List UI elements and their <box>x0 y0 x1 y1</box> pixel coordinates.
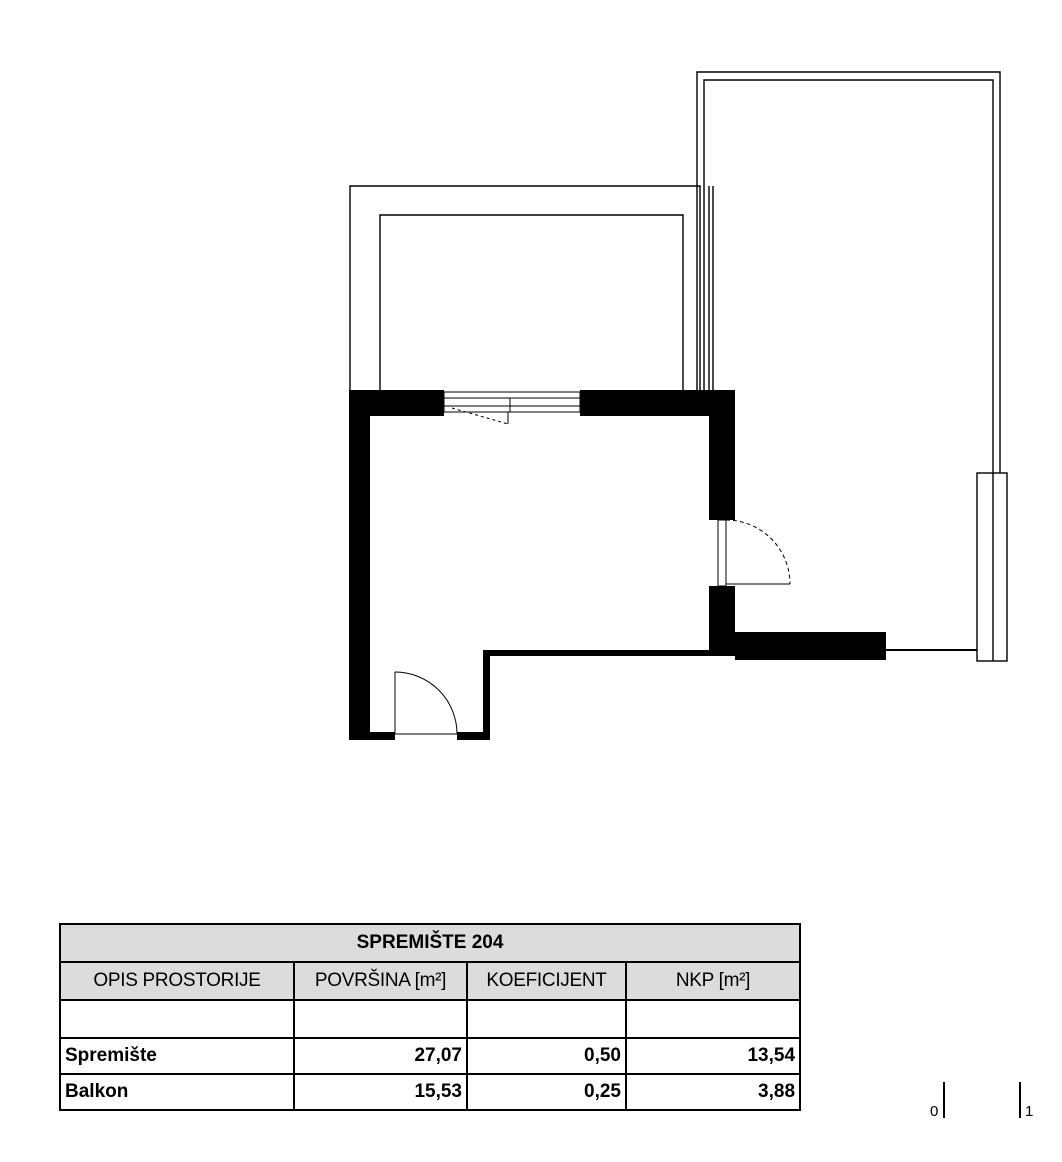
column-header-nkp: NKP [m²] <box>626 962 800 1000</box>
room-nkp: 3,88 <box>626 1074 800 1110</box>
empty-cell <box>294 1000 467 1038</box>
column-header-coefficient: KOEFICIJENT <box>467 962 626 1000</box>
empty-cell <box>626 1000 800 1038</box>
table-title-row <box>60 924 800 962</box>
window-top <box>444 392 580 424</box>
table-empty-row <box>60 1000 800 1038</box>
scale-tick-start <box>943 1082 945 1118</box>
table-title: SPREMIŠTE 204 <box>60 924 800 962</box>
room-area: 27,07 <box>294 1038 467 1074</box>
door-entrance <box>395 672 457 734</box>
room-name: Balkon <box>60 1074 294 1110</box>
balcony-outline <box>350 72 1007 661</box>
room-coefficient: 0,25 <box>467 1074 626 1110</box>
room-nkp: 13,54 <box>626 1038 800 1074</box>
room-name: Spremište <box>60 1038 294 1074</box>
empty-cell <box>467 1000 626 1038</box>
area-table <box>59 923 801 1111</box>
scale-start-label: 0 <box>930 1103 939 1120</box>
room-area: 15,53 <box>294 1074 467 1110</box>
column-header-room: OPIS PROSTORIJE <box>60 962 294 1000</box>
room-coefficient: 0,50 <box>467 1038 626 1074</box>
door-balcony <box>718 520 790 586</box>
scale-tick-end <box>1019 1082 1021 1118</box>
table-row <box>60 1038 800 1074</box>
column-header-area: POVRŠINA [m²] <box>294 962 467 1000</box>
walls <box>349 390 886 740</box>
empty-cell <box>60 1000 294 1038</box>
scale-end-label: 1 <box>1025 1103 1034 1120</box>
table-row <box>60 1074 800 1110</box>
table-header-row <box>60 962 800 1000</box>
